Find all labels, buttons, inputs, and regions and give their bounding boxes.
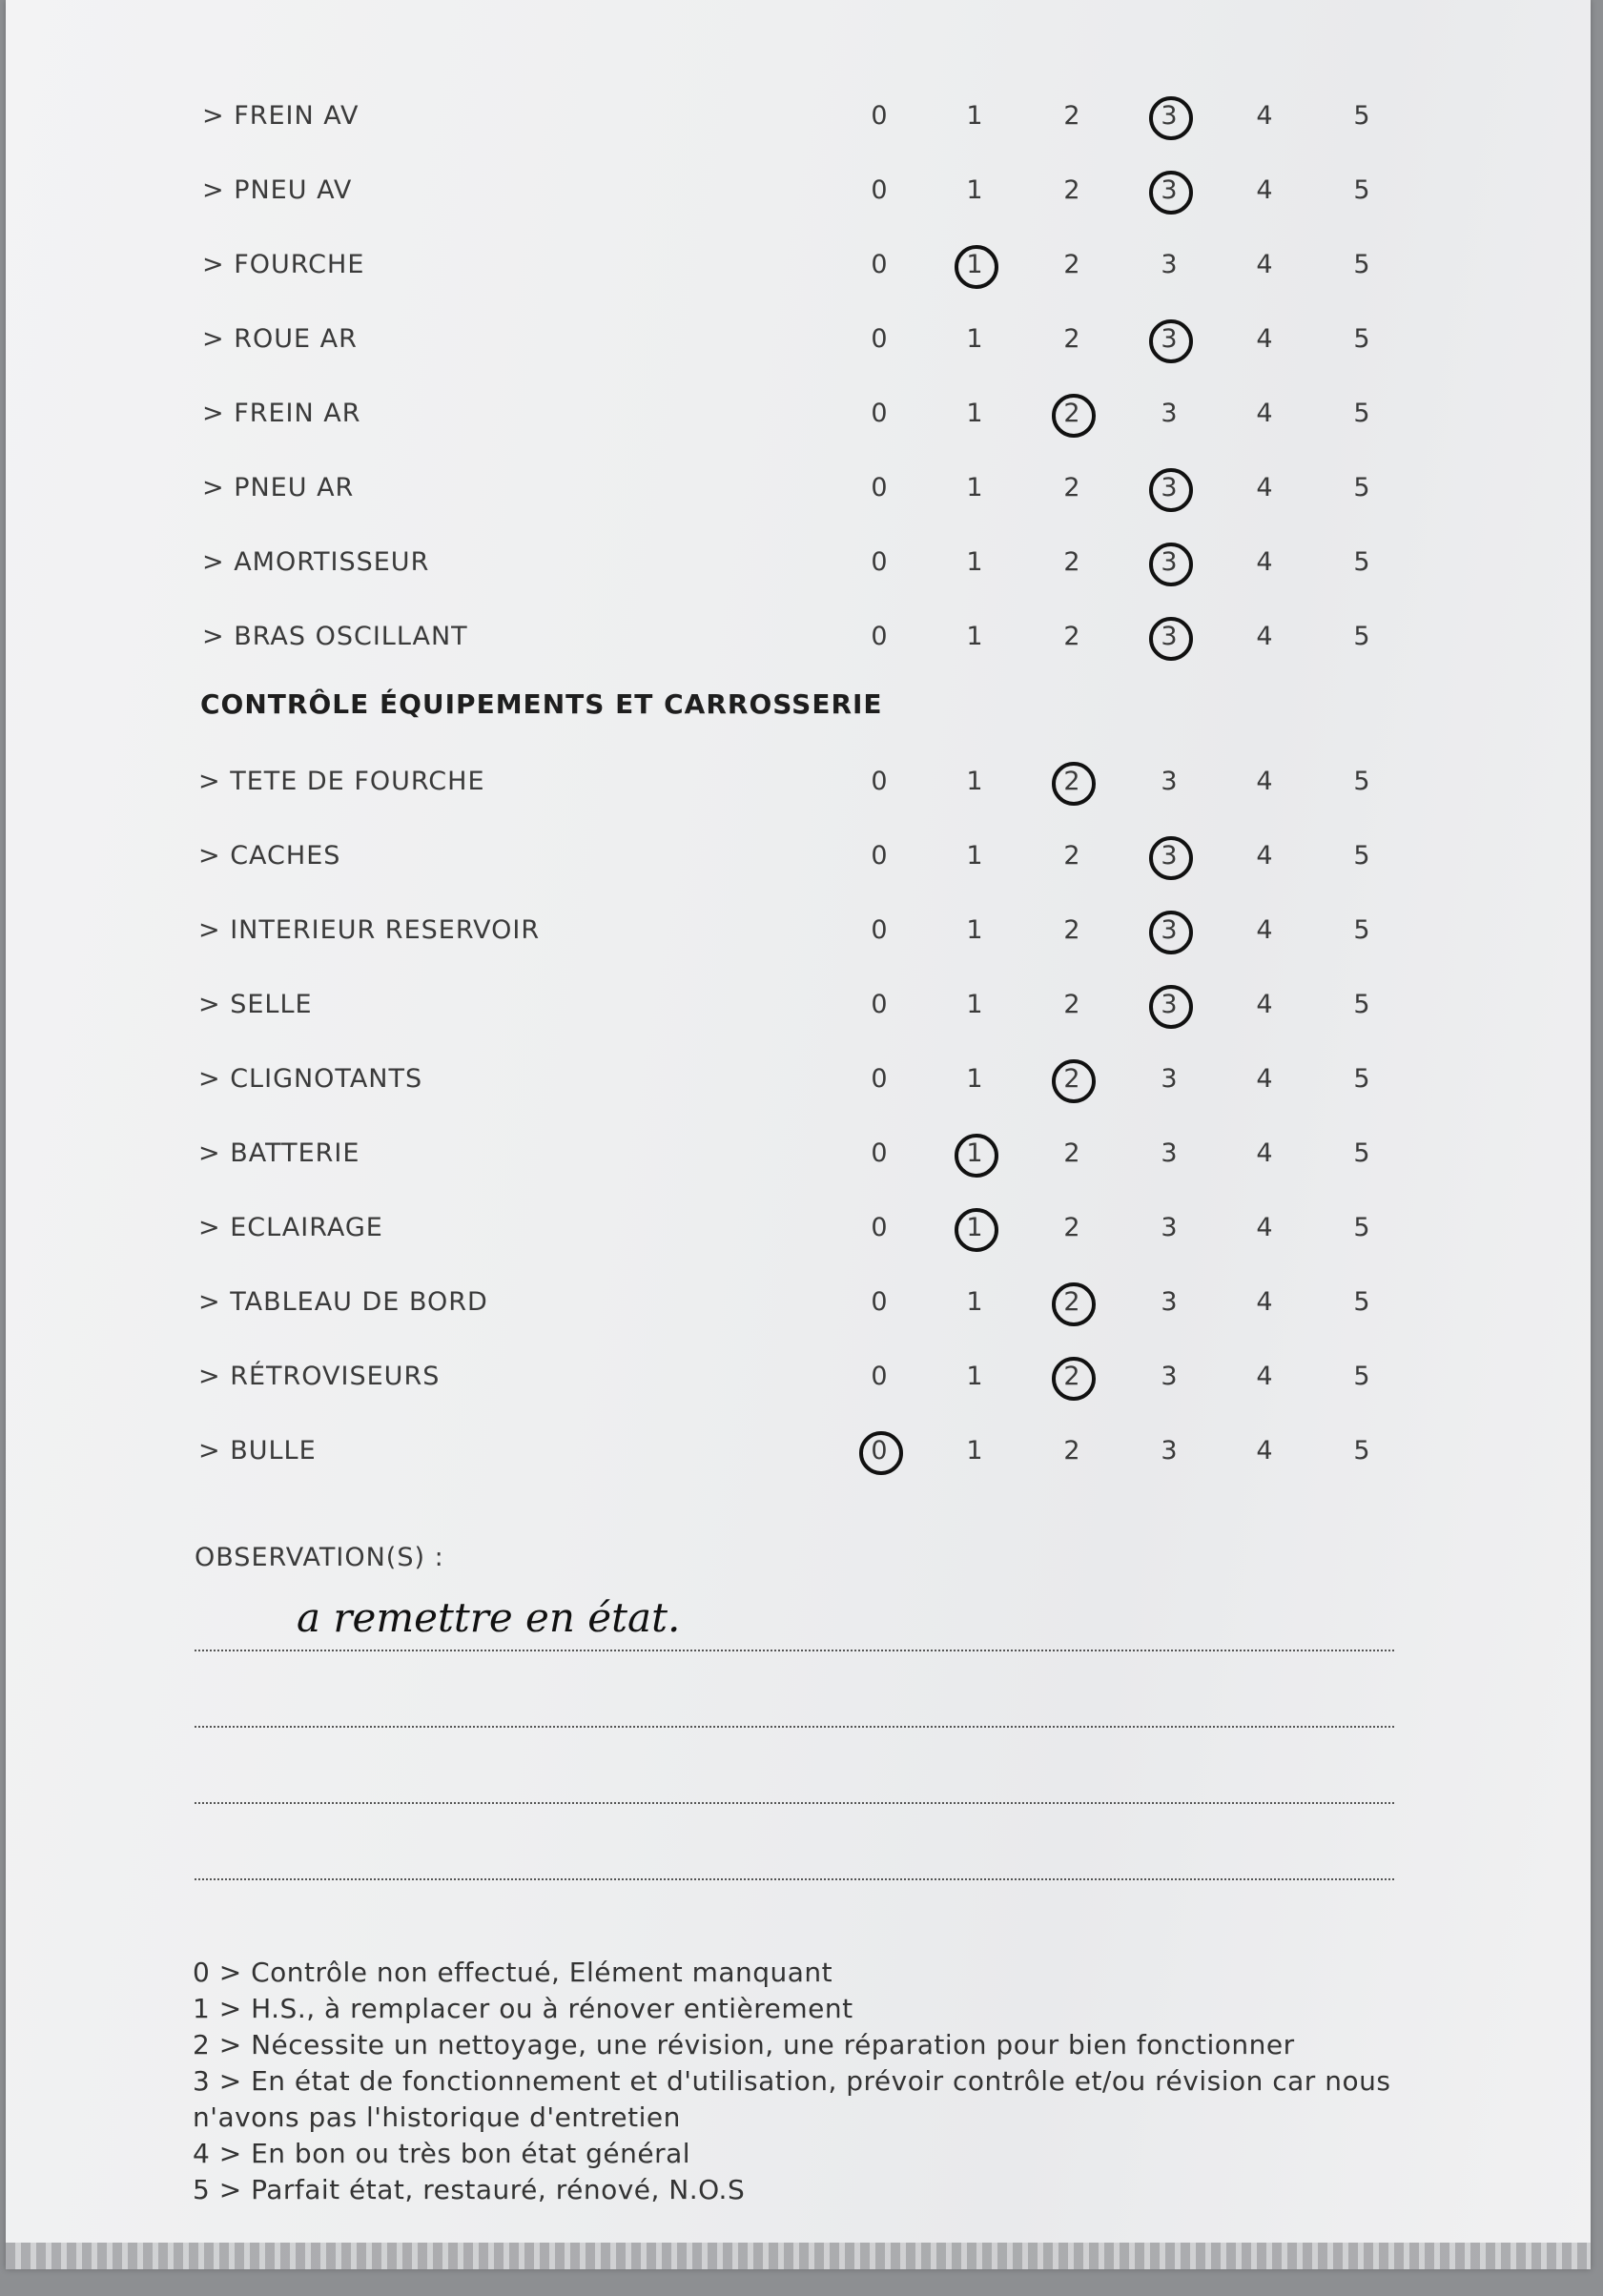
rating-score[interactable]: 1 [966, 915, 983, 945]
rating-score[interactable]: 1 [966, 1436, 983, 1466]
rating-row-label: > CACHES [198, 841, 341, 871]
rating-row-label: > BATTERIE [198, 1138, 360, 1168]
observation-line [195, 1726, 1394, 1728]
rating-score[interactable]: 4 [1256, 915, 1273, 945]
rating-score[interactable]: 5 [1353, 547, 1370, 577]
rating-row [6, 753, 1591, 810]
observation-handwritten-note: a remettre en état. [297, 1594, 681, 1641]
rating-score[interactable]: 1 [966, 841, 983, 871]
rating-score[interactable]: 4 [1256, 175, 1273, 205]
rating-row-label: > BRAS OSCILLANT [202, 622, 468, 651]
rating-row [6, 1423, 1591, 1480]
rating-score[interactable]: 5 [1353, 1287, 1370, 1317]
rating-score[interactable]: 0 [871, 622, 888, 651]
section-title: CONTRÔLE ÉQUIPEMENTS ET CARROSSERIE [200, 688, 883, 720]
rating-score[interactable]: 4 [1256, 990, 1273, 1019]
rating-score[interactable]: 1 [966, 399, 983, 428]
rating-row [6, 1274, 1591, 1331]
rating-score[interactable]: 0 [871, 547, 888, 577]
legend-item: 2 > Nécessite un nettoyage, une révision, une réparation pour bien fonctionner [193, 2029, 1295, 2060]
rating-score[interactable]: 5 [1353, 175, 1370, 205]
rating-score[interactable]: 0 [871, 324, 888, 354]
rating-score[interactable]: 2 [1063, 101, 1080, 131]
rating-score[interactable]: 5 [1353, 1436, 1370, 1466]
rating-row [6, 162, 1591, 219]
rating-row-label: > CLIGNOTANTS [198, 1064, 423, 1094]
rating-score[interactable]: 4 [1256, 767, 1273, 796]
rating-score[interactable]: 5 [1353, 250, 1370, 279]
rating-score-selected[interactable]: 2 [1043, 1051, 1100, 1108]
rating-row-label: > TETE DE FOURCHE [198, 767, 485, 796]
rating-score[interactable]: 5 [1353, 1362, 1370, 1391]
rating-row [6, 460, 1591, 517]
rating-row [6, 385, 1591, 442]
rating-score-selected[interactable]: 2 [1043, 1348, 1100, 1405]
inspection-sheet [6, 0, 1591, 2269]
rating-score[interactable]: 2 [1063, 990, 1080, 1019]
rating-score[interactable]: 4 [1256, 399, 1273, 428]
rating-score[interactable]: 0 [871, 101, 888, 131]
rating-score[interactable]: 1 [966, 1064, 983, 1094]
rating-score[interactable]: 3 [1161, 1213, 1178, 1242]
rating-score[interactable]: 0 [871, 1064, 888, 1094]
rating-score[interactable]: 1 [966, 324, 983, 354]
rating-score[interactable]: 4 [1256, 1138, 1273, 1168]
rating-score-selected[interactable]: 1 [946, 236, 1003, 294]
rating-score[interactable]: 2 [1063, 324, 1080, 354]
legend-item: 1 > H.S., à remplacer ou à rénover entièrement [193, 1993, 853, 2024]
legend-item: 5 > Parfait état, restauré, rénové, N.O.S [193, 2174, 746, 2205]
rating-score[interactable]: 2 [1063, 250, 1080, 279]
rating-row-label: > FREIN AV [202, 101, 360, 131]
rating-row-label: > SELLE [198, 990, 313, 1019]
rating-row-label: > PNEU AR [202, 473, 355, 502]
rating-score-selected[interactable]: 3 [1141, 311, 1198, 368]
rating-score[interactable]: 2 [1063, 473, 1080, 502]
rating-score[interactable]: 4 [1256, 1436, 1273, 1466]
rating-score[interactable]: 4 [1256, 1287, 1273, 1317]
rating-score-selected[interactable]: 3 [1141, 460, 1198, 517]
rating-score[interactable]: 0 [871, 767, 888, 796]
rating-score[interactable]: 1 [966, 1362, 983, 1391]
rating-row-label: > BULLE [198, 1436, 317, 1466]
observation-line [195, 1802, 1394, 1804]
rating-score[interactable]: 2 [1063, 1213, 1080, 1242]
rating-row [6, 608, 1591, 666]
rating-score[interactable]: 5 [1353, 841, 1370, 871]
rating-score-selected[interactable]: 0 [851, 1423, 908, 1480]
rating-score-selected[interactable]: 3 [1141, 976, 1198, 1034]
rating-score[interactable]: 3 [1161, 1436, 1178, 1466]
rating-score[interactable]: 1 [966, 547, 983, 577]
rating-row [6, 976, 1591, 1034]
rating-score-selected[interactable]: 3 [1141, 162, 1198, 219]
rating-score[interactable]: 3 [1161, 1287, 1178, 1317]
rating-score-selected[interactable]: 1 [946, 1125, 1003, 1182]
observation-line [195, 1650, 1394, 1651]
rating-score[interactable]: 5 [1353, 101, 1370, 131]
legend-item: 0 > Contrôle non effectué, Elément manquant [193, 1957, 833, 1988]
rating-score[interactable]: 4 [1256, 101, 1273, 131]
rating-score[interactable]: 5 [1353, 622, 1370, 651]
rating-row-label: > AMORTISSEUR [202, 547, 430, 577]
rating-score[interactable]: 0 [871, 841, 888, 871]
binder-strip [6, 2243, 1591, 2269]
rating-score[interactable]: 4 [1256, 473, 1273, 502]
rating-score[interactable]: 0 [871, 1287, 888, 1317]
rating-score[interactable]: 2 [1063, 175, 1080, 205]
rating-score[interactable]: 2 [1063, 622, 1080, 651]
rating-score-selected[interactable]: 3 [1141, 534, 1198, 591]
rating-score[interactable]: 0 [871, 915, 888, 945]
rating-score[interactable]: 1 [966, 990, 983, 1019]
rating-score[interactable]: 0 [871, 1138, 888, 1168]
rating-score-selected[interactable]: 1 [946, 1199, 1003, 1257]
rating-score[interactable]: 5 [1353, 473, 1370, 502]
rating-score[interactable]: 5 [1353, 767, 1370, 796]
rating-score[interactable]: 4 [1256, 1213, 1273, 1242]
rating-score[interactable]: 0 [871, 1213, 888, 1242]
rating-score[interactable]: 3 [1161, 1138, 1178, 1168]
rating-score[interactable]: 3 [1161, 1064, 1178, 1094]
rating-score[interactable]: 0 [871, 473, 888, 502]
rating-score[interactable]: 0 [871, 250, 888, 279]
rating-score[interactable]: 0 [871, 990, 888, 1019]
legend-item: n'avons pas l'historique d'entretien [193, 2101, 681, 2133]
rating-score[interactable]: 3 [1161, 1362, 1178, 1391]
rating-score[interactable]: 2 [1063, 1436, 1080, 1466]
rating-score[interactable]: 0 [871, 399, 888, 428]
rating-row-label: > RÉTROVISEURS [198, 1362, 441, 1391]
rating-score[interactable]: 1 [966, 622, 983, 651]
rating-row [6, 1051, 1591, 1108]
rating-score-selected[interactable]: 2 [1043, 385, 1100, 442]
rating-score[interactable]: 4 [1256, 841, 1273, 871]
rating-score-selected[interactable]: 3 [1141, 828, 1198, 885]
observation-line [195, 1878, 1394, 1880]
rating-score[interactable]: 1 [966, 473, 983, 502]
rating-row-label: > PNEU AV [202, 175, 353, 205]
rating-score[interactable]: 2 [1063, 841, 1080, 871]
rating-score[interactable]: 3 [1161, 250, 1178, 279]
rating-row-label: > INTERIEUR RESERVOIR [198, 915, 541, 945]
rating-score[interactable]: 2 [1063, 915, 1080, 945]
rating-score[interactable]: 2 [1063, 1138, 1080, 1168]
legend-item: 4 > En bon ou très bon état général [193, 2138, 691, 2169]
rating-score[interactable]: 1 [966, 175, 983, 205]
legend-item: 3 > En état de fonctionnement et d'utilisation, prévoir contrôle et/ou révision car nous [193, 2065, 1391, 2097]
rating-row [6, 828, 1591, 885]
rating-score[interactable]: 4 [1256, 1362, 1273, 1391]
rating-score[interactable]: 2 [1063, 547, 1080, 577]
rating-score[interactable]: 0 [871, 1362, 888, 1391]
rating-legend [193, 1955, 1404, 2208]
rating-row-label: > ROUE AR [202, 324, 358, 354]
rating-score[interactable]: 5 [1353, 1213, 1370, 1242]
rating-row [6, 236, 1591, 294]
rating-row-label: > FOURCHE [202, 250, 365, 279]
rating-score[interactable]: 1 [966, 101, 983, 131]
rating-row [6, 902, 1591, 959]
rating-score[interactable]: 4 [1256, 622, 1273, 651]
rating-score-selected[interactable]: 3 [1141, 902, 1198, 959]
rating-score[interactable]: 4 [1256, 547, 1273, 577]
rating-score[interactable]: 5 [1353, 915, 1370, 945]
rating-score[interactable]: 4 [1256, 1064, 1273, 1094]
observation-label: OBSERVATION(S) : [195, 1543, 444, 1572]
rating-row [6, 311, 1591, 368]
rating-score[interactable]: 0 [871, 175, 888, 205]
rating-score-selected[interactable]: 3 [1141, 608, 1198, 666]
rating-score[interactable]: 4 [1256, 324, 1273, 354]
rating-row [6, 1125, 1591, 1182]
rating-score[interactable]: 5 [1353, 324, 1370, 354]
rating-score[interactable]: 5 [1353, 990, 1370, 1019]
rating-score[interactable]: 1 [966, 767, 983, 796]
rating-row-label: > ECLAIRAGE [198, 1213, 383, 1242]
rating-row-label: > TABLEAU DE BORD [198, 1287, 488, 1317]
rating-score[interactable]: 3 [1161, 767, 1178, 796]
rating-row-label: > FREIN AR [202, 399, 361, 428]
rating-row [6, 534, 1591, 591]
rating-score-selected[interactable]: 2 [1043, 1274, 1100, 1331]
rating-row [6, 88, 1591, 145]
rating-score[interactable]: 5 [1353, 1138, 1370, 1168]
rating-score[interactable]: 5 [1353, 399, 1370, 428]
rating-row [6, 1348, 1591, 1405]
rating-score[interactable]: 3 [1161, 399, 1178, 428]
rating-score-selected[interactable]: 2 [1043, 753, 1100, 810]
rating-score[interactable]: 1 [966, 1287, 983, 1317]
rating-score[interactable]: 5 [1353, 1064, 1370, 1094]
rating-row [6, 1199, 1591, 1257]
rating-score[interactable]: 4 [1256, 250, 1273, 279]
rating-score-selected[interactable]: 3 [1141, 88, 1198, 145]
